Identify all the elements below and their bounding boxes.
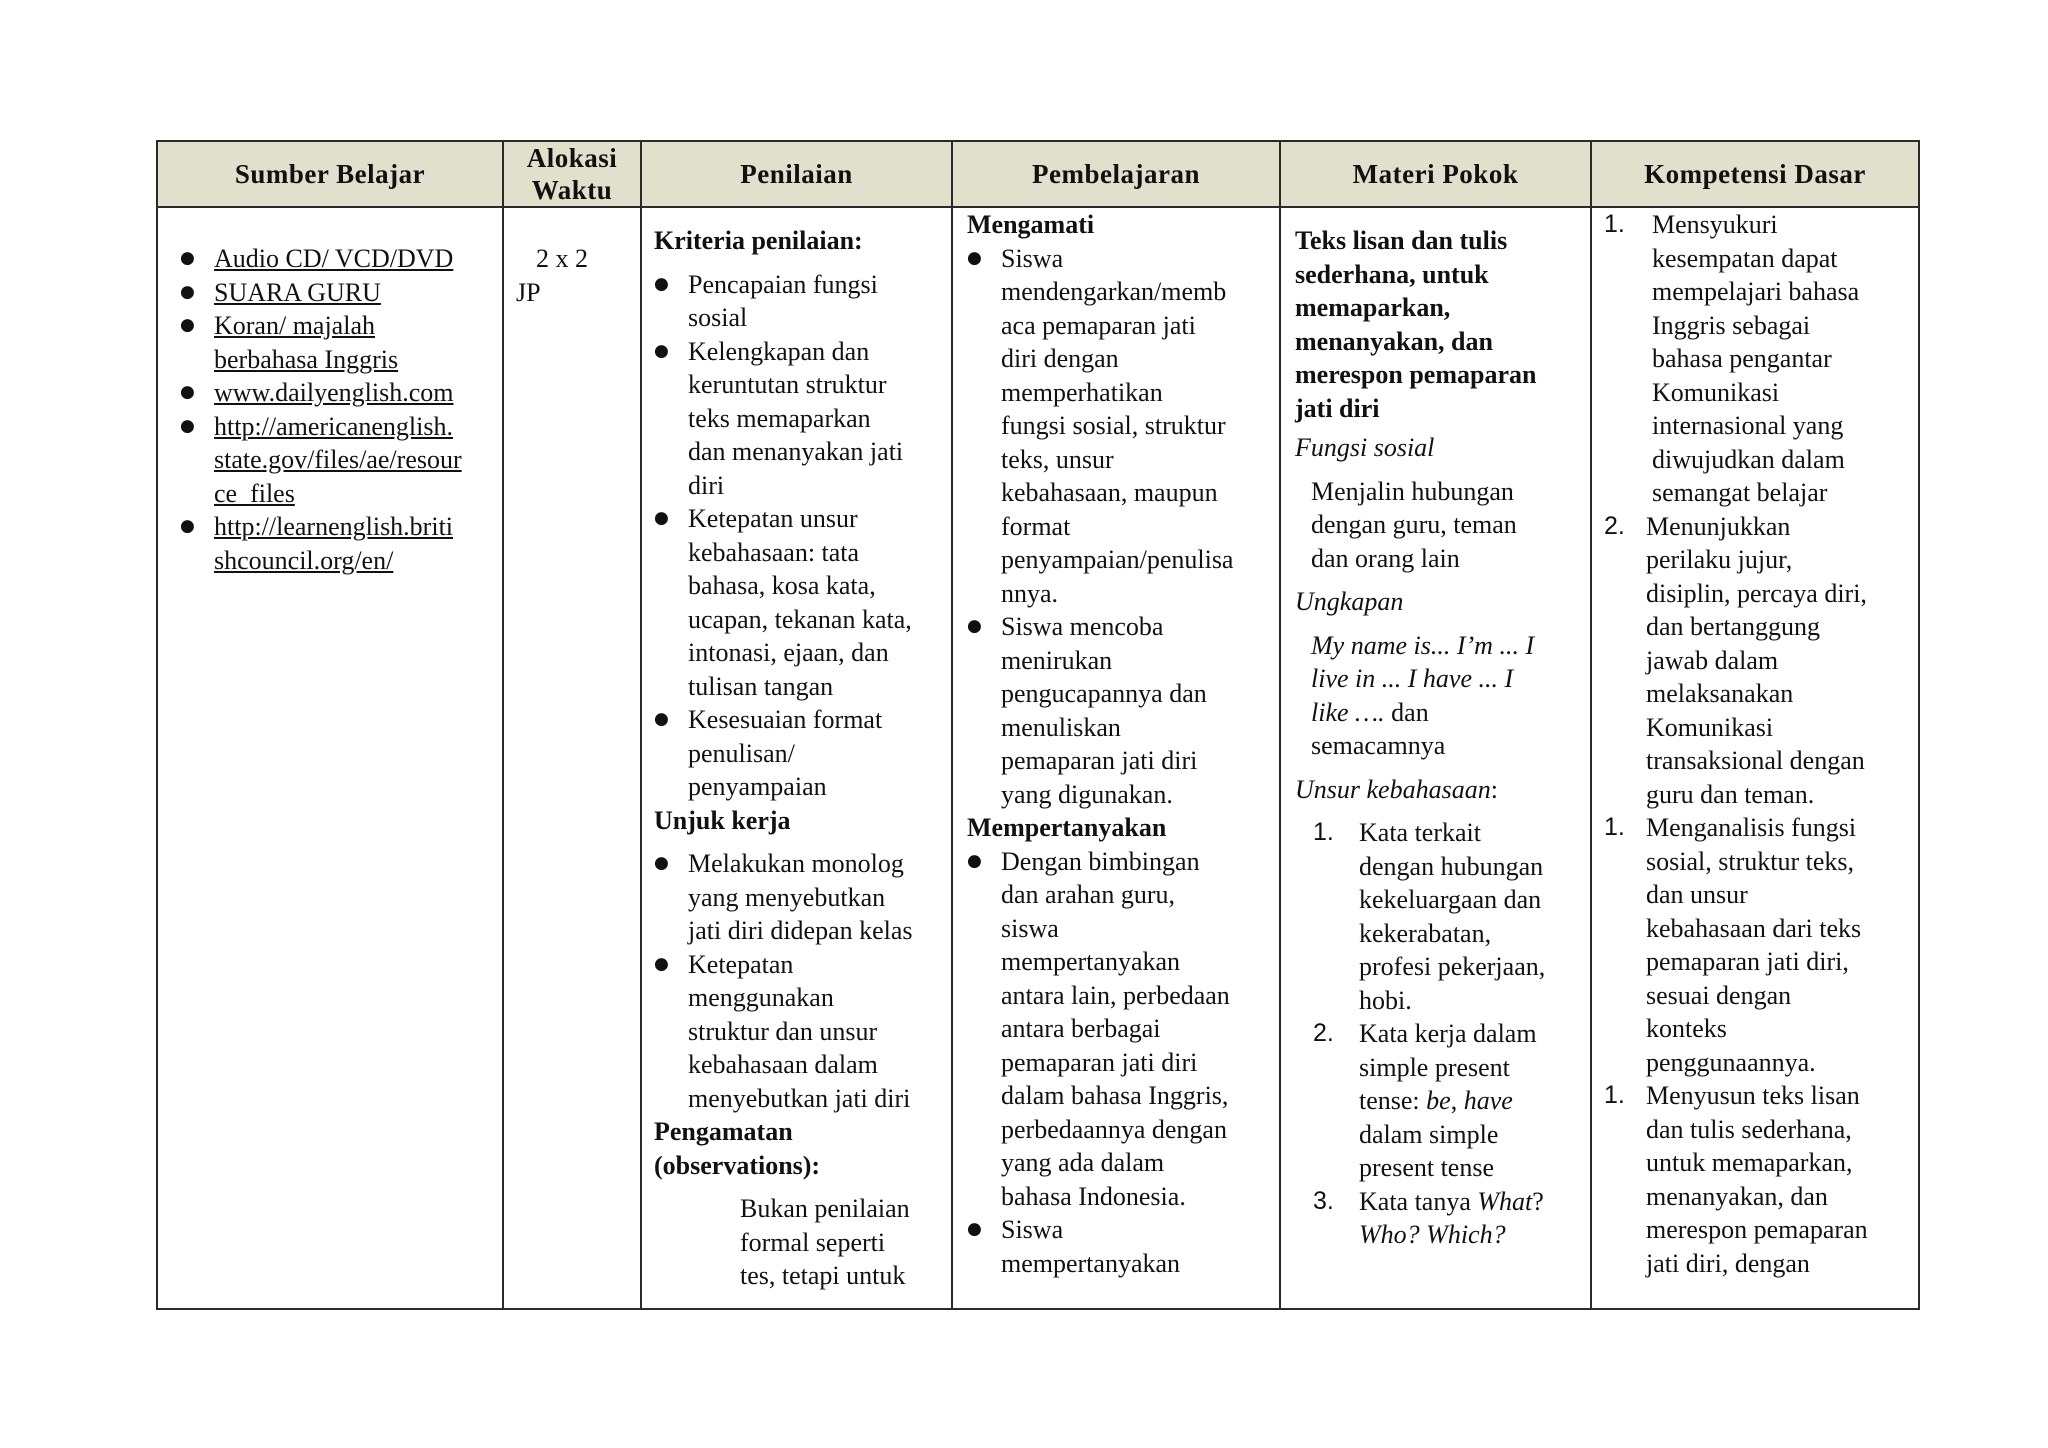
- alokasi-unit: JP: [516, 277, 541, 307]
- list-item: ● Siswa mencoba menirukan pengucapannya dan menuliskan pemaparan jati diri yang digunakan.: [967, 610, 1271, 811]
- unjuk-kerja-list: [654, 847, 943, 1115]
- list-item: ● Dengan bimbingan dan arahan guru, siswa mempertanyakan antara lain, perbedaan antara berbagai pemaparan jati diri dalam bahasa Inggris, perbedaannya dengan yang ada dalam bahasa Indonesia.: [967, 845, 1271, 1214]
- kriteria-title: Kriteria penilaian:: [654, 226, 863, 255]
- unjuk-kerja-title: Unjuk kerja: [654, 805, 791, 835]
- syllabus-table: [156, 140, 1920, 1310]
- resource-item[interactable]: [162, 276, 494, 310]
- list-item: 1. Menyusun teks lisan dan tulis sederhana, untuk memaparkan, menanyakan, dan merespon pemaparan jati diri, dengan: [1604, 1081, 1868, 1278]
- alokasi-value: 2 x 2: [536, 244, 588, 273]
- materi-title: Teks lisan dan tulis sederhana, untuk memaparkan, menanyakan, dan merespon pemaparan jati diri: [1295, 226, 1537, 423]
- header-alokasi-line1: Alokasi: [526, 143, 618, 173]
- list-item: 3. Kata tanya What? Who? Which?: [1313, 1186, 1544, 1249]
- resource-list: [162, 242, 494, 577]
- list-item: 1. Kata terkait dengan hubungan kekeluargaan dan kekerabatan, profesi pekerjaan, hobi.: [1313, 818, 1546, 1015]
- content-row: [157, 207, 1919, 1309]
- unsur-list: [1295, 816, 1582, 1252]
- resource-link[interactable]: Koran/ majalah: [214, 311, 375, 340]
- header-pembelajaran: Pembelajaran: [952, 141, 1280, 207]
- list-item: ● Ketepatan unsur kebahasaan: tata bahasa, kosa kata, ucapan, tekanan kata, intonasi, ejaan, dan tulisan tangan: [654, 502, 943, 703]
- resource-link[interactable]: ce_files: [214, 478, 295, 508]
- fungsi-sosial-title: Fungsi sosial: [1295, 433, 1435, 462]
- header-alokasi-line2: Waktu: [531, 175, 613, 205]
- resource-link[interactable]: http://americanenglish.: [214, 411, 453, 441]
- header-sumber-belajar: Sumber Belajar: [157, 141, 503, 207]
- resource-item[interactable]: [162, 242, 494, 276]
- pengamatan-title: Pengamatan (observations):: [654, 1117, 821, 1180]
- ungkapan-text: My name is... I’m ... I live in ... I have ... I like …. dan semacamnya: [1311, 630, 1535, 760]
- resource-link[interactable]: shcouncil.org/en/: [214, 545, 394, 575]
- resource-link[interactable]: SUARA GURU: [214, 277, 381, 307]
- cell-sumber-belajar: [157, 207, 503, 1309]
- header-materi-pokok: Materi Pokok: [1280, 141, 1591, 207]
- list-item: ● Pencapaian fungsi sosial: [654, 268, 943, 335]
- header-kompetensi-dasar: Kompetensi Dasar: [1591, 141, 1919, 207]
- ungkapan-title: Ungkapan: [1295, 587, 1404, 616]
- resource-link[interactable]: Audio CD/ VCD/DVD: [214, 244, 454, 273]
- list-item: 2. Menunjukkan perilaku jujur, disiplin, percaya diri, dan bertanggung jawab dalam melaksanakan Komunikasi transaksional dengan guru dan teman.: [1604, 511, 1867, 809]
- list-item: 2. Kata kerja dalam simple present tense: be, have dalam simple present tense: [1313, 1019, 1537, 1182]
- pengamatan-text: Bukan penilaian formal seperti tes, tetapi untuk: [740, 1194, 910, 1290]
- resource-link[interactable]: www.dailyenglish.com: [214, 378, 454, 407]
- cell-alokasi-waktu: [503, 207, 641, 1309]
- header-alokasi-waktu: [503, 141, 641, 207]
- list-item: ● Ketepatan menggunakan struktur dan unsur kebahasaan dalam menyebutkan jati diri: [654, 948, 943, 1116]
- kriteria-list: [654, 268, 943, 804]
- resource-link[interactable]: state.gov/files/ae/resour: [214, 445, 462, 474]
- mempertanyakan-list: [967, 845, 1271, 1281]
- resource-item[interactable]: [162, 376, 494, 410]
- list-item: ● Siswa mempertanyakan: [967, 1213, 1271, 1280]
- mengamati-title: Mengamati: [967, 210, 1095, 239]
- cell-kompetensi-dasar: [1591, 207, 1919, 1309]
- resource-link[interactable]: http://learnenglish.briti: [214, 512, 454, 541]
- header-penilaian: Penilaian: [641, 141, 952, 207]
- mempertanyakan-title: Mempertanyakan: [967, 813, 1167, 842]
- list-item: ● Melakukan monolog yang menyebutkan jati diri didepan kelas: [654, 847, 943, 948]
- fungsi-sosial-text: Menjalin hubungan dengan guru, teman dan orang lain: [1311, 476, 1517, 573]
- list-item: ● Kesesuaian format penulisan/ penyampaian: [654, 703, 943, 804]
- cell-penilaian: [641, 207, 952, 1309]
- list-item: ● Siswa mendengarkan/memb aca pemaparan jati diri dengan memperhatikan fungsi sosial, struktur teks, unsur kebahasaan, maupun format penyampaian/penulisa nnya.: [967, 242, 1271, 611]
- mengamati-list: [967, 242, 1271, 812]
- resource-link[interactable]: berbahasa Inggris: [214, 344, 399, 374]
- kompetensi-list: [1604, 208, 1910, 1280]
- header-row: [157, 141, 1919, 207]
- resource-item[interactable]: [162, 410, 494, 511]
- cell-pembelajaran: [952, 207, 1280, 1309]
- list-item: ● Kelengkapan dan keruntutan struktur teks memaparkan dan menanyakan jati diri: [654, 335, 943, 503]
- resource-item[interactable]: [162, 510, 494, 577]
- cell-materi-pokok: [1280, 207, 1591, 1309]
- unsur-kebahasaan-title: Unsur kebahasaan:: [1295, 774, 1498, 804]
- list-item: 1. Mensyukuri kesempatan dapat mempelajari bahasa Inggris sebagai bahasa pengantar Komunikasi internasional yang diwujudkan dalam semangat belajar: [1604, 210, 1860, 507]
- resource-item[interactable]: [162, 309, 494, 376]
- list-item: 1. Menganalisis fungsi sosial, struktur teks, dan unsur kebahasaan dari teks pemaparan jati diri, sesuai dengan konteks penggunaannya.: [1604, 813, 1862, 1077]
